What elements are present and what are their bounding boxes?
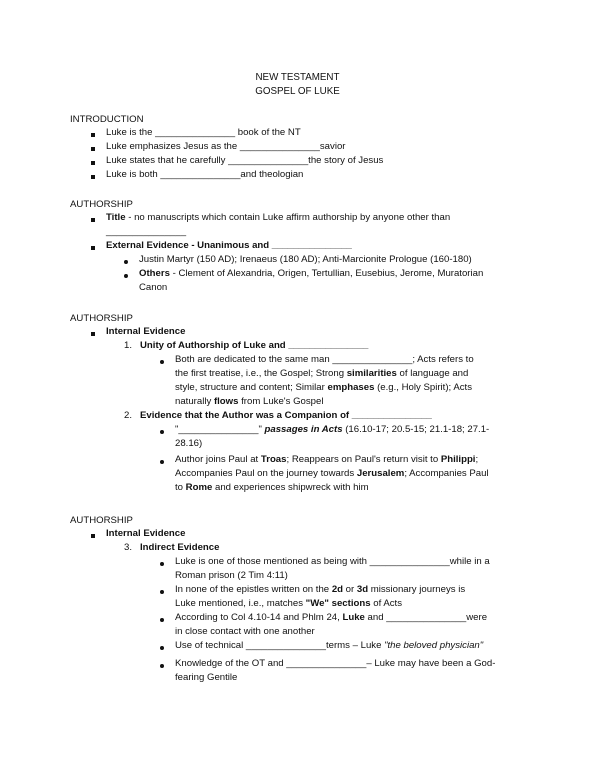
bullet-marker [91,161,95,165]
external-evidence: External Evidence - Unanimous and _______________ [106,240,352,251]
authorship-heading-3: AUTHORSHIP [70,515,133,526]
bullet-marker [160,590,164,594]
rome-c: and experiences shipwreck with him [212,482,369,493]
jerusalem-line [175,467,489,481]
we-passages [175,423,489,437]
internal-evidence-2: Internal Evidence [106,528,186,539]
unity-line-3 [175,381,472,395]
indirect-5a: Knowledge of the OT and _______________– Luke may have been a God- [175,658,496,669]
title-cont: _______________ [106,226,187,237]
rome-line [175,481,369,495]
bullet-marker [91,175,95,179]
i2a-5: missionary journeys is [368,584,466,595]
companion-heading: Evidence that the Author was a Companion of _______________ [140,410,432,421]
external-sub-2 [139,267,483,281]
jerusalem-word: Jerusalem [356,468,405,479]
bullet-marker [160,360,164,364]
external-sub-1: Justin Martyr (150 AD); Irenaeus (180 AD); Anti-Marcionite Prologue (160-180) [139,254,472,265]
i2a-3: or [343,584,357,595]
rome-word: Rome [185,482,213,493]
jer-c: ; Accompanies Paul [404,468,489,479]
jer-a: Accompanies Paul on the journey towards [175,468,357,479]
bullet-marker [160,430,164,434]
title-text: - no manuscripts which contain Luke affirm authorship by anyone other than [125,212,451,223]
intro-heading: INTRODUCTION [70,114,144,125]
bullet-marker [91,147,95,151]
i2a-1: In none of the epistles written on the [175,584,332,595]
bullet-marker [160,646,164,650]
others-label: Others [139,268,170,279]
i4-1: Use of technical _______________terms – Luke [175,640,385,651]
indirect-4 [175,639,483,653]
intro-item-3: Luke states that he carefully _______________the story of Jesus [106,155,384,166]
title-evidence [106,211,450,225]
title-label: Title [106,212,126,223]
indirect-5b: fearing Gentile [175,672,238,683]
authorship-heading-1: AUTHORSHIP [70,199,133,210]
similarities-word: similarities [346,368,397,379]
indirect-3b: in close contact with one another [175,626,315,637]
bullet-marker [91,534,95,538]
bullet-marker [160,664,164,668]
we-quote: "_______________" [175,424,262,435]
indirect-2b [175,597,402,611]
troas-e: ; [475,454,479,465]
intro-item-4: Luke is both _______________and theologian [106,169,304,180]
internal-evidence-1: Internal Evidence [106,326,186,337]
indirect-1a: Luke is one of those mentioned as being with _______________while in a [175,556,490,567]
i2b-2: "We" sections [305,598,371,609]
unity-heading: Unity of Authorship of Luke and _______________ [140,340,369,351]
unity-line-4 [175,395,323,409]
we-label: passages in Acts [261,424,343,435]
i2a-2: 2d [331,584,344,595]
bullet-marker [91,332,95,336]
troas-a: Author joins Paul at [175,454,261,465]
i2b-1: Luke mentioned, i.e., matches [175,598,306,609]
philippi-word: Philippi [440,454,476,465]
doc-subtitle: GOSPEL OF LUKE [255,86,340,97]
troas-line [175,453,478,467]
indirect-heading: Indirect Evidence [140,542,220,553]
unity-line-1: Both are dedicated to the same man _______________; Acts refers to [175,354,474,365]
unity-line-3-text: style, structure and content; Similar [175,382,328,393]
i2a-4: 3d [356,584,369,595]
unity-line-2-after: of language and [396,368,469,379]
doc-title: NEW TESTAMENT [255,72,340,83]
bullet-marker [160,562,164,566]
i3a-3: and _______________were [364,612,488,623]
beloved-physician: "the beloved physician" [384,640,484,651]
intro-item-1: Luke is the _______________ book of the NT [106,127,301,138]
we-passages-cont: 28.16) [175,438,203,449]
indirect-2a [175,583,465,597]
unity-line-2-text: the first treatise, i.e., the Gospel; Strong [175,368,347,379]
unity-line-4-text: naturally [175,396,214,407]
others-text: - Clement of Alexandria, Origen, Tertullian, Eusebius, Jerome, Muratorian [169,268,484,279]
bullet-marker [160,618,164,622]
unity-line-2 [175,367,468,381]
i3a-1: According to Col 4.10-14 and Phlm 24, [175,612,343,623]
we-refs: (16.10-17; 20.5-15; 21.1-18; 27.1- [342,424,490,435]
unity-line-4-after: from Luke's Gospel [238,396,324,407]
bullet-marker [91,246,95,250]
list-number-3: 3. [124,542,133,553]
indirect-3a [175,611,487,625]
troas-word: Troas [260,454,287,465]
rome-a: to [175,482,186,493]
authorship-heading-2: AUTHORSHIP [70,313,133,324]
unity-line-3-after: (e.g., Holy Spirit); Acts [374,382,473,393]
bullet-marker [124,274,128,278]
bullet-marker [124,260,128,264]
external-sub-2-cont: Canon [139,282,168,293]
bullet-marker [160,460,164,464]
intro-item-2: Luke emphasizes Jesus as the _______________savior [106,141,346,152]
i2b-3: of Acts [370,598,403,609]
list-number-2: 2. [124,410,133,421]
troas-c: ; Reappears on Paul's return visit to [286,454,441,465]
list-number-1: 1. [124,340,133,351]
bullet-marker [91,218,95,222]
bullet-marker [91,133,95,137]
emphases-word: emphases [327,382,375,393]
indirect-1b: Roman prison (2 Tim 4:11) [175,570,288,581]
flows-word: flows [213,396,239,407]
i3a-2: Luke [342,612,365,623]
